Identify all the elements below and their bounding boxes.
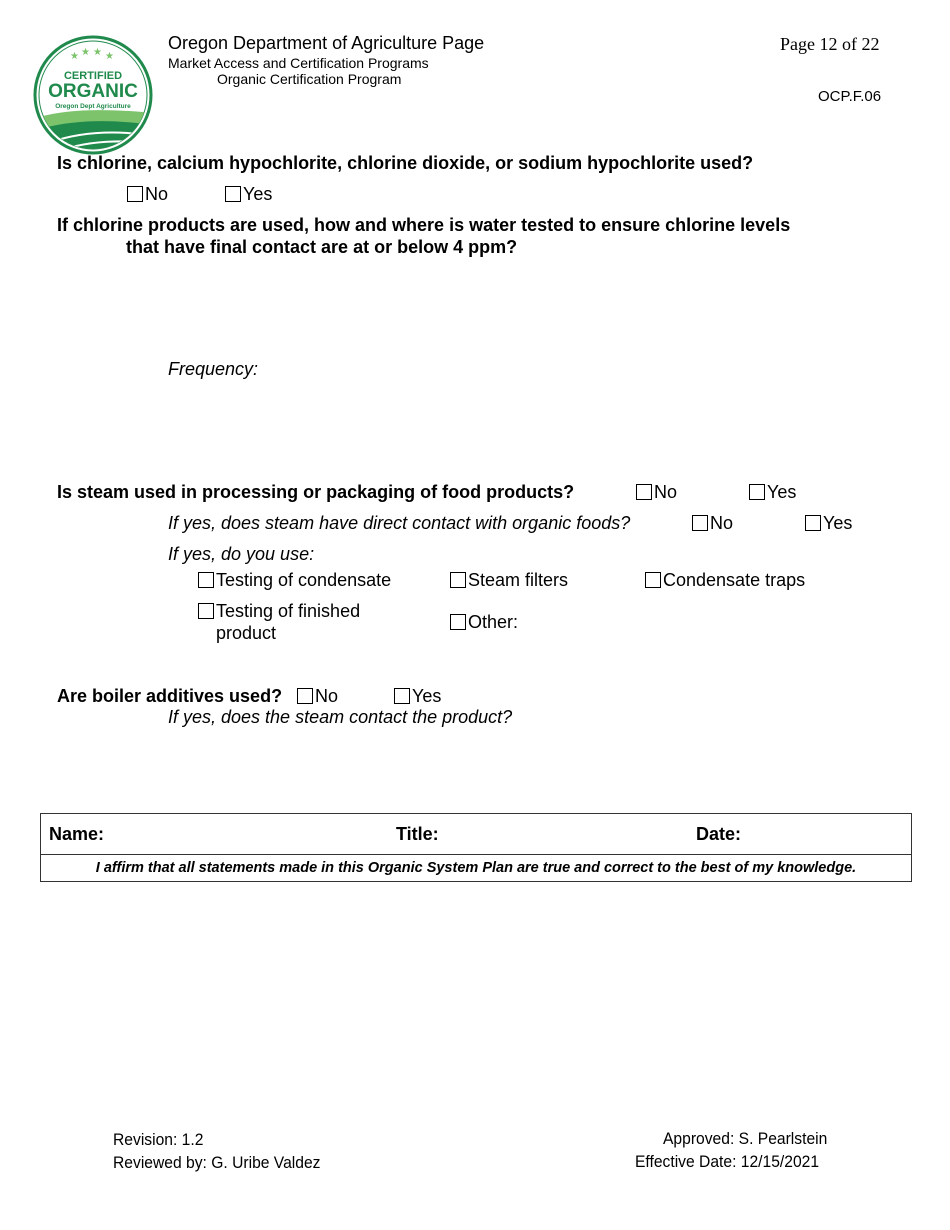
svg-text:★: ★ <box>93 47 102 58</box>
steam-no-label: No <box>654 482 678 502</box>
boiler-question: Are boiler additives used? <box>57 686 283 706</box>
chlorine-yes-checkbox[interactable] <box>225 186 241 202</box>
chlorine-question: Is chlorine, calcium hypochlorite, chlorine dioxide, or sodium hypochlorite used? <box>57 153 754 173</box>
page-number: Page 12 of 22 <box>780 34 880 54</box>
steam-yes-option[interactable] <box>749 482 796 503</box>
svg-text:★: ★ <box>81 47 90 58</box>
direct-contact-no-checkbox[interactable] <box>692 515 708 531</box>
affirmation-statement: I affirm that all statements made in this Organic System Plan are true and correct to the best of my knowledge. <box>95 860 857 876</box>
testing-condensate-option[interactable] <box>198 570 391 591</box>
boiler-no-option[interactable] <box>297 686 338 707</box>
testing-finished-product-label-line2: product <box>216 623 277 643</box>
footer-effective-date: Effective Date: 12/15/2021 <box>635 1152 820 1171</box>
logo-oda-text: Oregon Dept Agriculture <box>55 103 131 110</box>
footer-reviewed-by: Reviewed by: G. Uribe Valdez <box>113 1153 321 1172</box>
steam-filters-checkbox[interactable] <box>450 572 466 588</box>
chlorine-no-label: No <box>145 184 169 204</box>
other-method-label: Other: <box>468 612 519 632</box>
steam-yes-label: Yes <box>767 482 797 502</box>
direct-contact-yes-checkbox[interactable] <box>805 515 821 531</box>
steam-question: Is steam used in processing or packaging of food products? <box>57 482 575 502</box>
testing-condensate-label: Testing of condensate <box>216 570 392 590</box>
testing-condensate-checkbox[interactable] <box>198 572 214 588</box>
boiler-no-checkbox[interactable] <box>297 688 313 704</box>
frequency-label: Frequency: <box>168 359 259 379</box>
page-subtitle-programs: Market Access and Certification Programs <box>168 55 429 71</box>
steam-no-checkbox[interactable] <box>636 484 652 500</box>
page-title: Oregon Department of Agriculture Page <box>168 33 485 53</box>
boiler-no-label: No <box>315 686 339 706</box>
name-field[interactable]: Name: <box>49 824 105 844</box>
chlorine-yes-option[interactable] <box>225 184 272 205</box>
condensate-traps-checkbox[interactable] <box>645 572 661 588</box>
direct-contact-yes-label: Yes <box>823 513 853 533</box>
chlorine-testing-question-line2: that have final contact are at or below 4 ppm? <box>126 237 518 257</box>
boiler-yes-label: Yes <box>412 686 442 706</box>
certified-organic-logo <box>33 35 153 155</box>
steam-no-option[interactable] <box>636 482 677 503</box>
signature-table <box>40 813 912 882</box>
footer-revision: Revision: 1.2 <box>113 1130 204 1149</box>
chlorine-no-option[interactable] <box>127 184 168 205</box>
logo-organic-text: ORGANIC <box>48 81 138 102</box>
boiler-yes-option[interactable] <box>394 686 441 707</box>
signature-divider <box>41 854 911 855</box>
testing-finished-product-option[interactable] <box>198 601 360 622</box>
steam-yes-checkbox[interactable] <box>749 484 765 500</box>
chlorine-testing-question-line1: If chlorine products are used, how and where is water tested to ensure chlorine levels <box>57 215 791 235</box>
chlorine-yes-label: Yes <box>243 184 273 204</box>
title-field[interactable]: Title: <box>396 824 439 844</box>
svg-text:★: ★ <box>105 51 114 62</box>
testing-finished-product-checkbox[interactable] <box>198 603 214 619</box>
boiler-yes-checkbox[interactable] <box>394 688 410 704</box>
svg-text:★: ★ <box>70 51 79 62</box>
date-field[interactable]: Date: <box>696 824 742 844</box>
logo-certified-text: CERTIFIED <box>63 70 123 82</box>
boiler-followup-question: If yes, does the steam contact the product? <box>168 707 513 727</box>
steam-use-prompt: If yes, do you use: <box>168 544 315 564</box>
form-code: OCP.F.06 <box>818 88 882 105</box>
direct-contact-no-label: No <box>710 513 734 533</box>
condensate-traps-option[interactable] <box>645 570 805 591</box>
footer-approved: Approved: S. Pearlstein <box>663 1129 828 1148</box>
chlorine-no-checkbox[interactable] <box>127 186 143 202</box>
page-subtitle-organic: Organic Certification Program <box>217 71 402 87</box>
other-method-checkbox[interactable] <box>450 614 466 630</box>
steam-direct-contact-question: If yes, does steam have direct contact with organic foods? <box>168 513 631 533</box>
steam-filters-label: Steam filters <box>468 570 569 590</box>
steam-filters-option[interactable] <box>450 570 568 591</box>
condensate-traps-label: Condensate traps <box>663 570 806 590</box>
direct-contact-yes-option[interactable] <box>805 513 852 534</box>
testing-finished-product-label-line1: Testing of finished <box>216 601 361 621</box>
direct-contact-no-option[interactable] <box>692 513 733 534</box>
other-method-option[interactable] <box>450 612 518 633</box>
